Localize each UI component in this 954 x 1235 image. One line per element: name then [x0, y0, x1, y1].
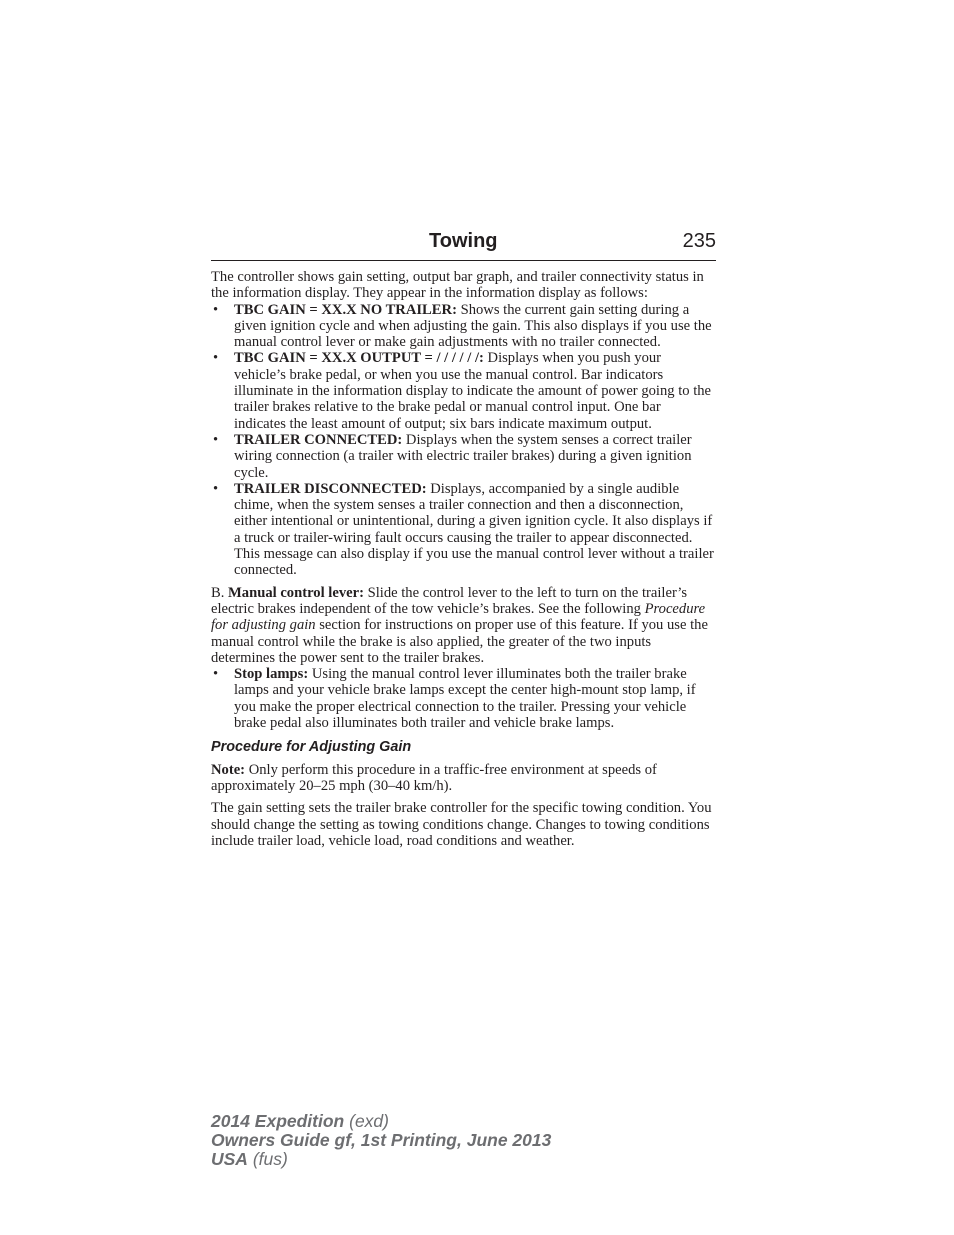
display-messages-list — [211, 302, 716, 579]
page-number: 235 — [682, 230, 716, 252]
manual-text-2: section for instructions on proper use of this feature. If you use the manual control while the brake is also applied, the greater of the two inputs determines the power sent to the trailer brakes. — [211, 617, 708, 666]
bullet-term: TBC GAIN = XX.X OUTPUT = / / / / / /: — [234, 350, 484, 367]
bullet-text: Displays when the system senses a correct trailer wiring connection (a trailer with electric trailer brakes) during a given ignition cycle. — [234, 431, 692, 481]
note-text: Only perform this procedure in a traffic-free environment at speeds of approximately 20–25 mph (30–40 km/h). — [211, 761, 657, 794]
note-label: Note: — [211, 761, 246, 778]
bullet-text: Using the manual control lever illuminates both the trailer brake lamps and your vehicle brake lamps except the center high-mount stop lamp, if you make the proper electrical connection to the trailer. Pressing your vehicle brake pedal also illuminates both trailer and vehicle brake lamps. — [234, 666, 696, 732]
footer-model-code: (exd) — [344, 1111, 389, 1131]
footer-line-printing — [211, 1131, 551, 1150]
bullet-text: Shows the current gain setting during a given ignition cycle and when adjusting the gain. This also displays if you use the manual control lever or make gain adjustments with no trailer connected. — [234, 301, 712, 351]
footer-market: USA — [211, 1149, 248, 1169]
list-item — [211, 666, 716, 731]
intro-paragraph: The controller shows gain setting, output bar graph, and trailer connectivity status in the information display. They appear in the information display as follows: — [211, 269, 704, 302]
manual-cross-reference: Procedure for adjusting gain — [211, 600, 706, 634]
list-item — [211, 432, 716, 481]
footer-line-model — [211, 1112, 551, 1131]
list-item — [211, 350, 716, 431]
bullet-icon: • — [213, 666, 219, 683]
footer-printing: Owners Guide gf, 1st Printing, June 2013 — [211, 1130, 552, 1150]
bullet-icon: • — [213, 301, 219, 318]
page-body — [211, 269, 716, 849]
bullet-term: TBC GAIN = XX.X NO TRAILER: — [234, 301, 457, 318]
gain-paragraph: The gain setting sets the trailer brake controller for the specific towing condition. You should change the setting as towing conditions change. Changes to towing conditions include trailer load, vehicle load, road conditions and weather. — [211, 800, 712, 849]
page-header — [211, 228, 716, 261]
list-item — [211, 302, 716, 351]
footer-line-market — [211, 1150, 551, 1169]
bullet-icon: • — [213, 431, 219, 448]
page-footer — [211, 1112, 551, 1169]
bullet-term: TRAILER CONNECTED: — [234, 431, 403, 448]
section-title: Towing — [429, 230, 498, 252]
bullet-text: Displays when you push your vehicle’s brake pedal, or when you use the manual control. Bar indicators illuminate in the information display to indicate the amount of power going to the trailer brakes relative to the brake pedal or manual control input. One bar indicates the least amount of output; six bars indicate maximum output. — [234, 350, 712, 432]
stop-lamps-list — [211, 666, 716, 731]
bullet-term: TRAILER DISCONNECTED: — [234, 480, 427, 497]
manual-term: Manual control lever: — [228, 584, 364, 601]
bullet-icon: • — [213, 480, 219, 497]
procedure-heading: Procedure for Adjusting Gain — [211, 739, 412, 756]
manual-control-paragraph — [211, 585, 716, 666]
footer-model: 2014 Expedition — [211, 1111, 345, 1131]
bullet-text: Displays, accompanied by a single audible chime, when the system senses a trailer connection and then a disconnection, either intentional or unintentional, during a given ignition cycle. It also displays if a truck or trailer-wiring fault occurs causing the trailer to appear disconnected. This message can also display if you use the manual control lever without a trailer connected. — [234, 480, 714, 579]
footer-market-code: (fus) — [247, 1149, 288, 1169]
bullet-icon: • — [213, 350, 219, 367]
manual-text-1: Slide the control lever to the left to turn on the trailer’s electric brakes independent of the tow vehicle’s brakes. See the following — [211, 584, 688, 617]
list-item — [211, 481, 716, 579]
manual-prefix: B. — [211, 584, 229, 601]
bullet-term: Stop lamps: — [234, 666, 309, 683]
note-paragraph — [211, 762, 716, 795]
